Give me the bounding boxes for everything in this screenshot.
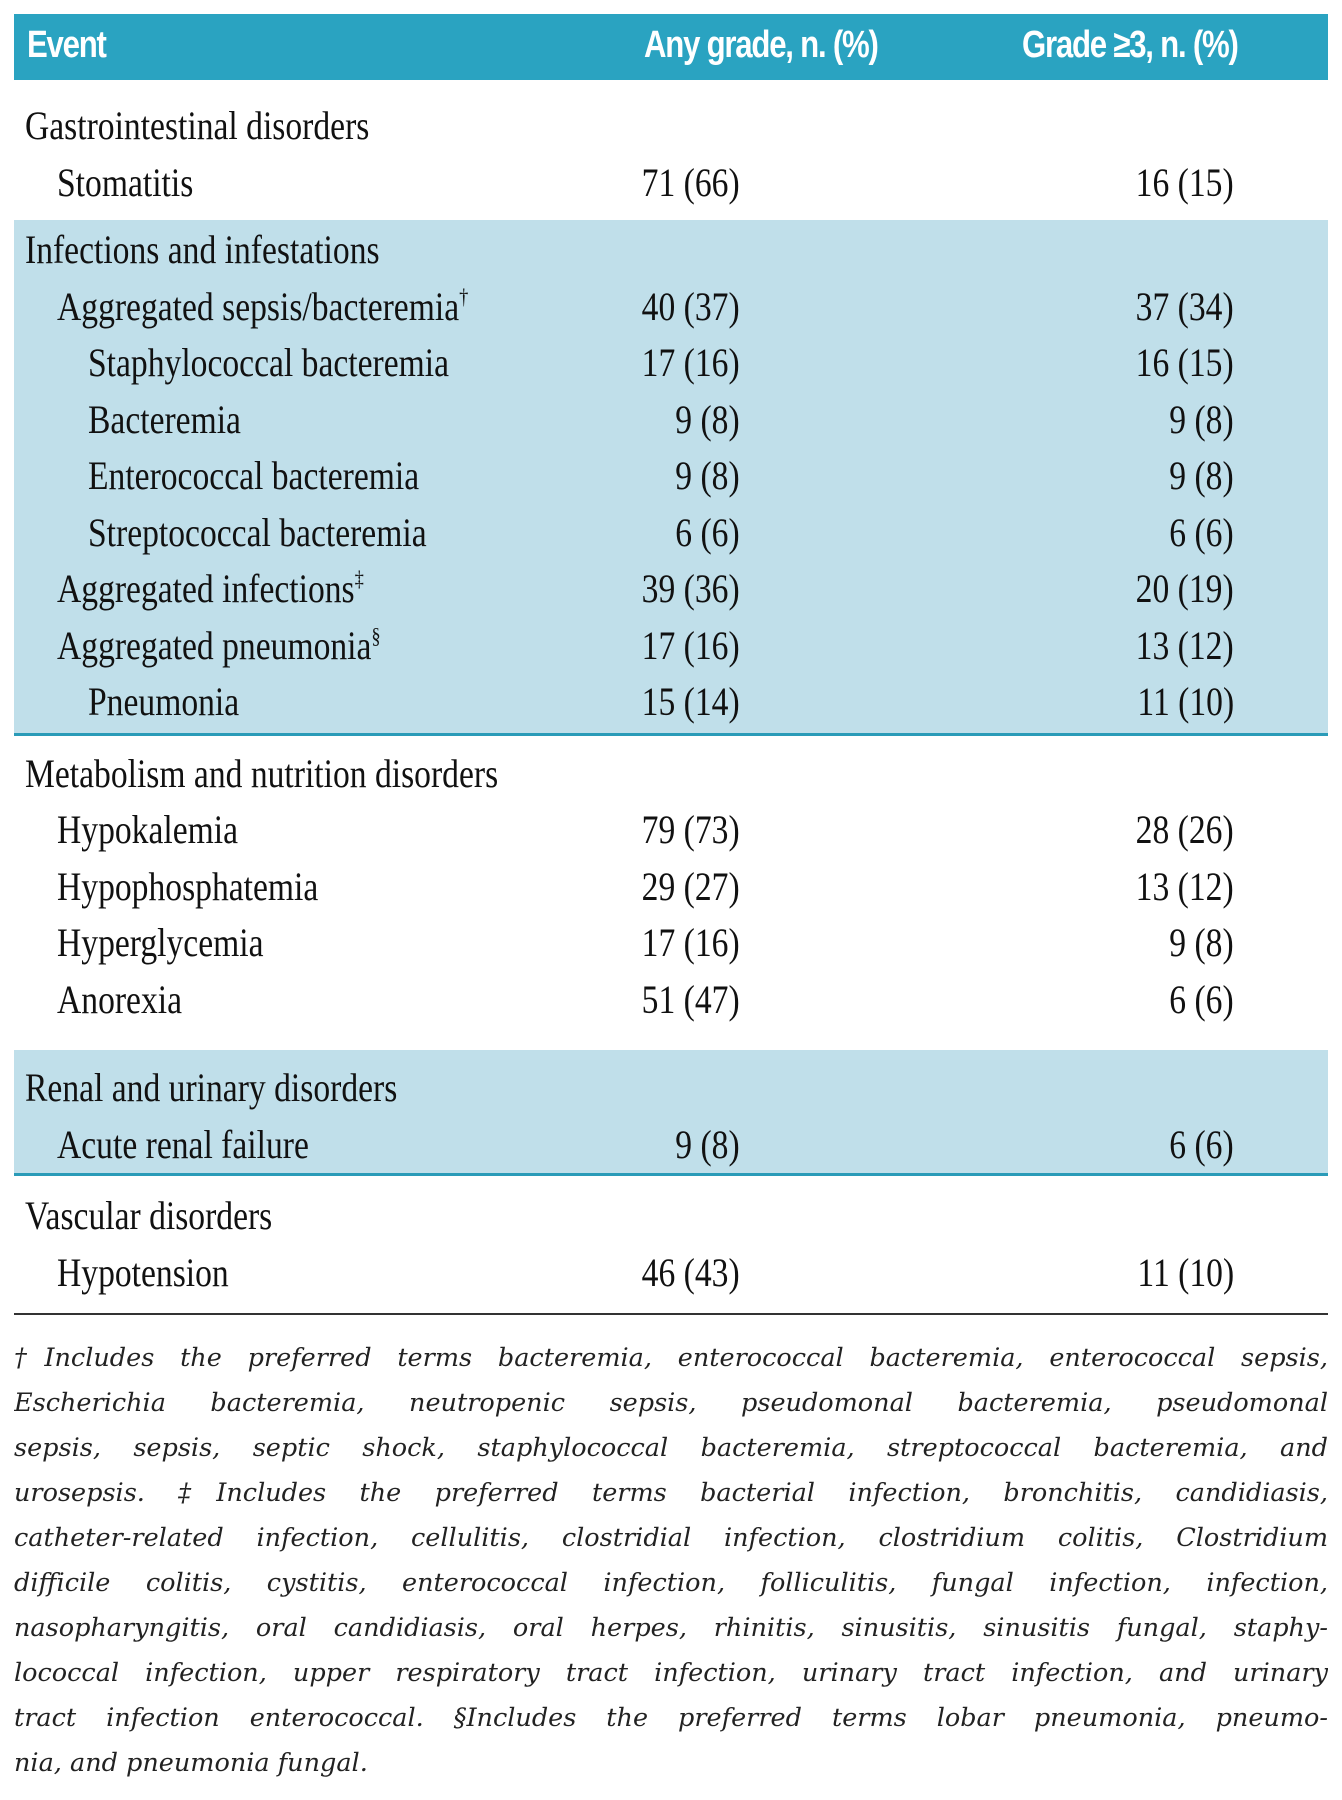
table-row (14, 153, 1328, 210)
column-header-event: Event (27, 24, 106, 66)
grade3-value: 28 (26) (1136, 807, 1234, 852)
category-title: Vascular disorders (25, 1193, 273, 1238)
category-title: Infections and infestations (25, 227, 380, 272)
any-grade-value: 39 (36) (642, 566, 740, 611)
table-row (14, 446, 1328, 503)
any-grade-value: 9 (8) (675, 396, 740, 442)
footnote-line (14, 1696, 1328, 1741)
category-group (14, 1050, 1328, 1176)
event-label (57, 919, 264, 966)
footnote-text: difficile colitis, cystitis, enterococcal infection, folliculitis, fungal infection, infection, (14, 1568, 1328, 1598)
adverse-events-table (14, 14, 1328, 1315)
grade3-value: 11 (10) (1137, 1249, 1234, 1295)
category-group (14, 220, 1328, 736)
table-bottom-rule (14, 1313, 1328, 1315)
table-row (14, 616, 1328, 673)
footnote-text: Escherichia bacteremia, neutropenic sepsis, pseudomonal bacteremia, pseudomonal (14, 1388, 1328, 1418)
any-grade-value: 29 (27) (642, 863, 740, 909)
any-grade-value: 71 (66) (642, 159, 740, 205)
column-header-grade3: Grade ≥3, n. (%) (1022, 24, 1238, 66)
grade3-value: 11 (10) (1137, 679, 1234, 724)
any-grade-value: 46 (43) (642, 1249, 740, 1295)
table-row (14, 1243, 1328, 1300)
grade3-value: 16 (15) (1136, 159, 1234, 205)
event-name: Aggregated pneumonia (57, 622, 372, 668)
event-name: Bacteremia (88, 396, 241, 442)
category-group (14, 80, 1328, 220)
footnote-marker: ‡ (354, 566, 364, 591)
footnote-line (14, 1651, 1328, 1696)
event-name: Anorexia (57, 976, 183, 1022)
any-grade-value: 9 (8) (675, 453, 740, 498)
event-label (88, 452, 419, 499)
table-row (14, 559, 1328, 616)
footnote-marker: § (371, 622, 381, 648)
table-body (14, 80, 1328, 1313)
footnote-text: catheter-related infection, cellulitis, clostridial infection, clostridium colitis, Clostridium (14, 1523, 1328, 1553)
grade3-value: 9 (8) (1169, 453, 1234, 498)
grade3-value: 6 (6) (1169, 1121, 1234, 1167)
table-footnote (14, 1336, 1328, 1786)
footnote-text: tract infection enterococcal. §Includes the preferred terms lobar pneumonia, pneumo- (14, 1703, 1328, 1733)
event-name: Aggregated sepsis/bacteremia (57, 283, 460, 329)
table-header (14, 14, 1328, 80)
table-row (14, 672, 1328, 729)
table-row (14, 913, 1328, 970)
category-group (14, 736, 1328, 1051)
footnote-text: urosepsis. ‡Includes the preferred terms bacterial infection, bronchitis, candidiasis, (14, 1478, 1328, 1508)
footnote-line (14, 1606, 1328, 1651)
table-row (14, 800, 1328, 857)
footnote-marker: † (459, 283, 469, 309)
event-name: Hypophosphatemia (57, 863, 319, 909)
event-name: Staphylococcal bacteremia (88, 340, 450, 385)
event-label (88, 396, 241, 443)
table-row (14, 970, 1328, 1027)
event-name: Aggregated infections (57, 566, 355, 611)
event-name: Stomatitis (57, 159, 194, 205)
footnote-line (14, 1516, 1328, 1561)
event-name: Hypokalemia (57, 807, 239, 852)
any-grade-value: 17 (16) (642, 622, 740, 668)
any-grade-value: 79 (73) (642, 807, 740, 852)
category-title: Metabolism and nutrition disorders (25, 750, 499, 796)
grade3-value: 37 (34) (1136, 283, 1234, 329)
table-row (14, 1115, 1328, 1172)
table-row (14, 503, 1328, 560)
category-row (14, 220, 1328, 277)
table-row (14, 333, 1328, 390)
footnote-line (14, 1741, 1328, 1786)
footnote-line (14, 1471, 1328, 1516)
event-name: Pneumonia (88, 679, 240, 724)
any-grade-value: 9 (8) (675, 1121, 740, 1167)
event-label (88, 678, 239, 725)
footnote-text: nia, and pneumonia fungal. (14, 1748, 368, 1778)
grade3-value: 20 (19) (1136, 566, 1234, 611)
event-name: Hyperglycemia (57, 920, 264, 965)
footnote-text: †Includes the preferred terms bacteremia, enterococcal bacteremia, enterococcal sepsis, (14, 1343, 1328, 1373)
category-group (14, 1176, 1328, 1313)
footnote-text: nasopharyngitis, oral candidiasis, oral herpes, rhinitis, sinusitis, sinusitis fungal, staphy- (14, 1613, 1328, 1643)
event-name: Hypotension (57, 1249, 229, 1295)
any-grade-value: 17 (16) (642, 340, 740, 385)
any-grade-value: 6 (6) (675, 509, 740, 555)
table-row (14, 277, 1328, 334)
event-label (57, 976, 182, 1023)
category-row (14, 1058, 1328, 1115)
event-label (57, 283, 468, 330)
event-label (57, 1249, 229, 1296)
category-title: Renal and urinary disorders (25, 1065, 398, 1110)
footnote-line (14, 1561, 1328, 1606)
category-title: Gastrointestinal disorders (25, 103, 370, 148)
footnote-line (14, 1381, 1328, 1426)
event-label (57, 806, 238, 853)
footnote-line (14, 1336, 1328, 1381)
footnote-line (14, 1426, 1328, 1471)
event-name: Streptococcal bacteremia (88, 509, 427, 555)
any-grade-value: 51 (47) (642, 976, 740, 1022)
event-label (57, 863, 318, 910)
category-row (14, 1186, 1328, 1243)
any-grade-value: 17 (16) (642, 920, 740, 965)
grade3-value: 6 (6) (1169, 976, 1234, 1022)
grade3-value: 16 (15) (1136, 340, 1234, 385)
event-label (57, 159, 193, 206)
event-label (88, 339, 449, 386)
grade3-value: 9 (8) (1169, 920, 1234, 965)
any-grade-value: 40 (37) (642, 283, 740, 329)
category-row (14, 744, 1328, 801)
grade3-value: 9 (8) (1169, 396, 1234, 442)
table-row (14, 390, 1328, 447)
column-header-any-grade: Any grade, n. (%) (644, 24, 878, 66)
footnote-text: sepsis, sepsis, septic shock, staphylococcal bacteremia, streptococcal bacteremia, and (14, 1433, 1328, 1463)
event-label (57, 1121, 309, 1168)
grade3-value: 6 (6) (1169, 509, 1234, 555)
any-grade-value: 15 (14) (642, 679, 740, 724)
table-row (14, 857, 1328, 914)
event-label (88, 509, 427, 556)
grade3-value: 13 (12) (1136, 863, 1234, 909)
event-label (57, 622, 381, 669)
footnote-text: lococcal infection, upper respiratory tract infection, urinary tract infection, and urinary (14, 1658, 1328, 1688)
grade3-value: 13 (12) (1136, 622, 1234, 668)
event-name: Acute renal failure (57, 1121, 309, 1167)
event-name: Enterococcal bacteremia (88, 453, 420, 498)
category-row (14, 96, 1328, 153)
event-label (57, 565, 364, 612)
